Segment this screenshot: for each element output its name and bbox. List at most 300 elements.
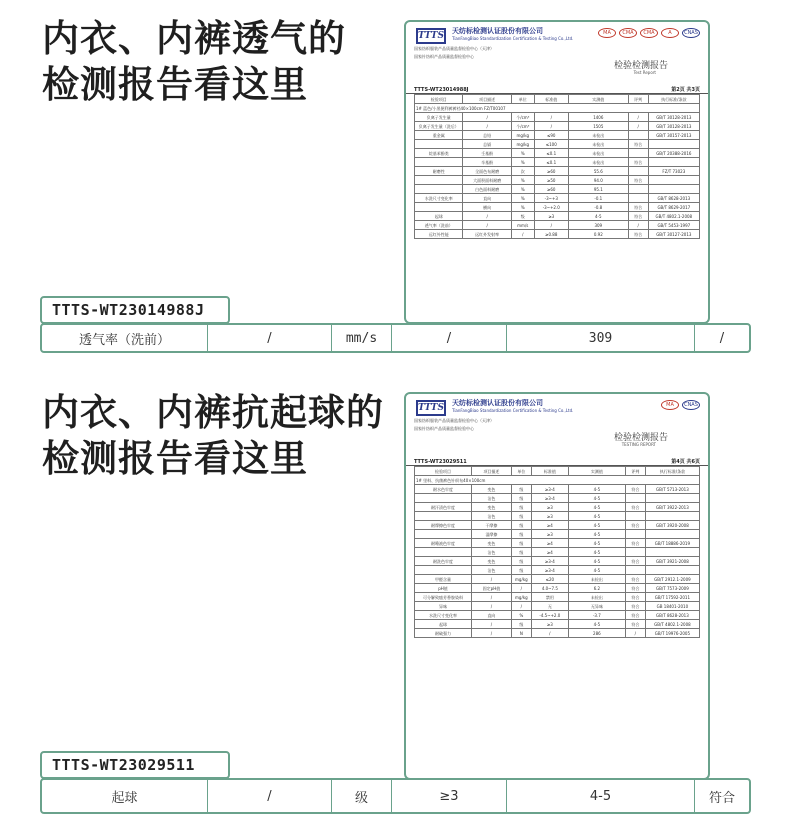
table-cell: 耐破强力 bbox=[415, 629, 472, 638]
table-cell: / bbox=[511, 230, 534, 239]
table-cell: FZ/T 73023 bbox=[648, 167, 699, 176]
table-cell: / bbox=[534, 113, 568, 122]
sample-row bbox=[415, 476, 700, 485]
table-cell: 1406 bbox=[568, 113, 628, 122]
report-meta bbox=[406, 86, 708, 94]
table-cell: ≥4 bbox=[531, 521, 568, 530]
table-cell: 实测值 bbox=[568, 95, 628, 104]
heading-line-2: 检测报告看这里 bbox=[42, 63, 308, 106]
table-cell: ≤20 bbox=[531, 575, 568, 584]
table-cell: -0.8 bbox=[568, 203, 628, 212]
table-cell: 耐洗色牢度 bbox=[415, 557, 472, 566]
table-cell: ≥60 bbox=[534, 185, 568, 194]
table-cell: GB/T 3922-2013 bbox=[645, 503, 699, 512]
heading-line-1: 内衣、内裤透气的 bbox=[42, 17, 346, 60]
table-cell bbox=[415, 185, 463, 194]
table-cell: 符合 bbox=[625, 593, 645, 602]
table-cell: GB/T 7573-2009 bbox=[645, 584, 699, 593]
table-cell: 白色面料耐磨 bbox=[463, 185, 511, 194]
table-cell: 级 bbox=[511, 620, 531, 629]
table-cell: 耐唾液色牢度 bbox=[415, 539, 472, 548]
table-cell bbox=[415, 176, 463, 185]
table-cell: 4-5 bbox=[568, 494, 625, 503]
highlighted-result-row bbox=[40, 323, 751, 353]
table-cell: 6.2 bbox=[568, 584, 625, 593]
table-cell: / bbox=[463, 113, 511, 122]
table-cell: % bbox=[511, 158, 534, 167]
table-cell: GB/T 4802.1-2008 bbox=[645, 620, 699, 629]
table-cell: GB/T 30128-2013 bbox=[648, 113, 699, 122]
table-row bbox=[415, 194, 700, 203]
table-cell: 沾色 bbox=[472, 548, 512, 557]
table-cell: 符合 bbox=[628, 158, 648, 167]
table-row bbox=[415, 140, 700, 149]
table-cell bbox=[628, 131, 648, 140]
cnas-mark-icon: CNAS bbox=[682, 400, 700, 410]
table-cell: 沾色 bbox=[472, 494, 512, 503]
table-row bbox=[415, 557, 700, 566]
table-cell: 水洗尺寸变化率 bbox=[415, 194, 463, 203]
report-company-en: TianFangBiao Standardization Certification & Testing Co.,Ltd. bbox=[452, 408, 574, 413]
table-cell: ≥3-4 bbox=[531, 557, 568, 566]
table-cell: 级 bbox=[511, 557, 531, 566]
table-cell: ≤100 bbox=[534, 140, 568, 149]
table-cell: % bbox=[511, 194, 534, 203]
certification-marks bbox=[661, 400, 700, 410]
table-row bbox=[415, 611, 700, 620]
table-header-row bbox=[415, 95, 700, 104]
table-cell: 检验项目 bbox=[415, 95, 463, 104]
table-cell: / bbox=[472, 620, 512, 629]
report-number-tag: TTTS-WT23029511 bbox=[40, 751, 230, 779]
table-cell: 烷基苯酚类 bbox=[415, 149, 463, 158]
table-cell: 符合 bbox=[625, 557, 645, 566]
report-header bbox=[406, 22, 708, 86]
table-cell: 4-5 bbox=[568, 566, 625, 575]
table-cell: 耐水色牢度 bbox=[415, 485, 472, 494]
table-cell bbox=[648, 176, 699, 185]
table-cell: 实测值 bbox=[568, 467, 625, 476]
result-standard: ≥3 bbox=[392, 780, 507, 812]
report-page: 第2页 共3页 bbox=[671, 87, 700, 93]
a-mark-icon: A bbox=[661, 28, 679, 38]
table-cell: GB/T 8629-2017 bbox=[648, 203, 699, 212]
table-cell: 个/cm³ bbox=[511, 113, 534, 122]
table-cell: GB/T 17592-2011 bbox=[645, 593, 699, 602]
report-center-2: 国家针纺织产品质量监督检验中心 bbox=[414, 426, 474, 431]
table-row bbox=[415, 539, 700, 548]
table-cell bbox=[648, 158, 699, 167]
table-cell: / bbox=[628, 113, 648, 122]
table-row bbox=[415, 230, 700, 239]
table-cell: GB/T 19976-2005 bbox=[645, 629, 699, 638]
table-cell: 大面积面料耐磨 bbox=[463, 176, 511, 185]
table-row bbox=[415, 521, 700, 530]
table-cell bbox=[628, 149, 648, 158]
table-cell: 4-5 bbox=[568, 521, 625, 530]
report-center-2: 国家针纺织产品质量监督检验中心 bbox=[414, 54, 474, 59]
result-value: 309 bbox=[507, 325, 695, 351]
table-cell: -4.5~+2.0 bbox=[531, 611, 568, 620]
table-cell bbox=[645, 512, 699, 521]
cma-mark-icon: CMA bbox=[640, 28, 658, 38]
table-row bbox=[415, 131, 700, 140]
table-cell: 远红外性能 bbox=[415, 230, 463, 239]
section-heading bbox=[42, 16, 346, 108]
table-cell: 55.6 bbox=[568, 167, 628, 176]
table-cell: 未检出 bbox=[568, 140, 628, 149]
report-number: TTTS-WT23014988J bbox=[414, 87, 469, 93]
table-cell: 4.0~7.5 bbox=[531, 584, 568, 593]
heading-line-1: 内衣、内裤抗起球的 bbox=[42, 391, 384, 434]
table-cell: 95.1 bbox=[568, 185, 628, 194]
table-cell: 辛基酚 bbox=[463, 158, 511, 167]
table-cell: 符合 bbox=[625, 602, 645, 611]
table-cell: 干摩擦 bbox=[472, 521, 512, 530]
table-cell: 远红外发射率 bbox=[463, 230, 511, 239]
table-cell: 符合 bbox=[628, 212, 648, 221]
table-cell: 级 bbox=[511, 539, 531, 548]
table-cell: ≥60 bbox=[534, 167, 568, 176]
ttts-logo-icon: TTTS bbox=[416, 28, 446, 44]
report-page: 第4页 共6页 bbox=[671, 459, 700, 465]
table-cell: ≥3 bbox=[531, 620, 568, 629]
table-cell: ≥3 bbox=[531, 530, 568, 539]
table-cell: GB/T 8628-2013 bbox=[645, 611, 699, 620]
result-judgement: / bbox=[719, 330, 725, 346]
report-company-en: TianFangBiao Standardization Certification & Testing Co.,Ltd. bbox=[452, 36, 574, 41]
table-cell bbox=[628, 194, 648, 203]
table-row bbox=[415, 149, 700, 158]
table-cell: / bbox=[472, 629, 512, 638]
table-cell bbox=[645, 548, 699, 557]
table-cell: 未检出 bbox=[568, 593, 625, 602]
table-cell: 起球 bbox=[415, 620, 472, 629]
report-table-body bbox=[415, 467, 700, 638]
table-cell: 总镉 bbox=[463, 140, 511, 149]
table-cell: 透气率（洗前） bbox=[415, 221, 463, 230]
table-cell: 符合 bbox=[625, 611, 645, 620]
table-cell: 直向 bbox=[472, 611, 512, 620]
table-cell: 甲醛含量 bbox=[415, 575, 472, 584]
table-cell: 未检出 bbox=[568, 575, 625, 584]
table-cell: 未检出 bbox=[568, 149, 628, 158]
table-cell: GB/T 18886-2019 bbox=[645, 539, 699, 548]
table-cell: 耐汗渍色牢度 bbox=[415, 503, 472, 512]
table-cell: 评判 bbox=[628, 95, 648, 104]
report-table bbox=[414, 466, 700, 638]
result-desc: / bbox=[208, 325, 332, 351]
table-cell bbox=[648, 140, 699, 149]
result-unit: mm/s bbox=[332, 325, 392, 351]
table-cell: 禁用 bbox=[531, 593, 568, 602]
table-cell: ≤0.1 bbox=[534, 158, 568, 167]
table-cell: / bbox=[511, 602, 531, 611]
table-cell bbox=[415, 494, 472, 503]
table-cell: ≥0.88 bbox=[534, 230, 568, 239]
table-cell bbox=[625, 512, 645, 521]
table-cell bbox=[415, 140, 463, 149]
table-cell: 全面色布耐磨 bbox=[463, 167, 511, 176]
table-cell: / bbox=[472, 602, 512, 611]
table-row bbox=[415, 530, 700, 539]
table-cell: 无异味 bbox=[568, 602, 625, 611]
table-cell: 沾色 bbox=[472, 512, 512, 521]
table-row bbox=[415, 503, 700, 512]
table-cell: 4-5 bbox=[568, 620, 625, 629]
table-cell: 执行标准/条款 bbox=[648, 95, 699, 104]
cnas-mark-icon: CNAS bbox=[682, 28, 700, 38]
report-center-1: 国家纺织服装产品质量监督检验中心（天津） bbox=[414, 418, 494, 423]
report-title-en: TESTING REPORT bbox=[621, 442, 656, 447]
table-cell: / bbox=[463, 122, 511, 131]
table-cell: 309 bbox=[568, 221, 628, 230]
table-cell: 符合 bbox=[625, 539, 645, 548]
table-cell: ≥3-4 bbox=[531, 494, 568, 503]
table-cell: 级 bbox=[511, 212, 534, 221]
table-row bbox=[415, 566, 700, 575]
table-cell: ≤90 bbox=[534, 131, 568, 140]
sample-cell: 1# 蓝色/小黑便利裤裤裆40×100cm FZ/T00107 bbox=[415, 104, 700, 113]
table-cell: % bbox=[511, 185, 534, 194]
report-number-tag: TTTS-WT23014988J bbox=[40, 296, 230, 324]
table-cell: 级 bbox=[511, 512, 531, 521]
report-table bbox=[414, 94, 700, 239]
table-cell bbox=[628, 167, 648, 176]
table-row bbox=[415, 494, 700, 503]
table-cell bbox=[648, 185, 699, 194]
table-cell: 项目描述 bbox=[472, 467, 512, 476]
table-cell: % bbox=[511, 149, 534, 158]
table-cell: -3~+2.0 bbox=[534, 203, 568, 212]
table-cell: 符合 bbox=[625, 485, 645, 494]
table-row bbox=[415, 167, 700, 176]
table-cell: 符合 bbox=[625, 521, 645, 530]
table-cell: 4-5 bbox=[568, 539, 625, 548]
table-cell: / bbox=[463, 221, 511, 230]
table-cell: 4-5 bbox=[568, 485, 625, 494]
table-cell: 执行标准/条款 bbox=[645, 467, 699, 476]
table-cell: 耐摩擦色牢度 bbox=[415, 521, 472, 530]
table-row bbox=[415, 602, 700, 611]
table-cell: / bbox=[531, 629, 568, 638]
table-cell: ≥50 bbox=[534, 176, 568, 185]
ma-mark-icon: MA bbox=[661, 400, 679, 410]
table-cell: / bbox=[534, 221, 568, 230]
certification-marks bbox=[598, 28, 700, 38]
table-cell: ≥3-4 bbox=[531, 566, 568, 575]
table-cell bbox=[645, 566, 699, 575]
table-cell: ≥3 bbox=[534, 212, 568, 221]
report-title: 检验检测报告 bbox=[613, 433, 668, 443]
table-row bbox=[415, 158, 700, 167]
table-cell bbox=[415, 566, 472, 575]
result-judgement: 符合 bbox=[708, 790, 735, 806]
table-cell: GB/T 3921-2008 bbox=[645, 557, 699, 566]
table-cell: 级 bbox=[511, 494, 531, 503]
table-cell: / bbox=[628, 122, 648, 131]
table-cell: 可分解致癌芳香胺染料 bbox=[415, 593, 472, 602]
table-cell: 次 bbox=[511, 167, 534, 176]
table-cell: 4-5 bbox=[568, 557, 625, 566]
table-cell: 286 bbox=[568, 629, 625, 638]
table-cell: 变色 bbox=[472, 485, 512, 494]
table-cell: / bbox=[463, 212, 511, 221]
table-cell: 重金属 bbox=[415, 131, 463, 140]
table-row bbox=[415, 629, 700, 638]
table-cell: GB/T 30128-2013 bbox=[648, 122, 699, 131]
table-cell: GB/T 8628-2013 bbox=[648, 194, 699, 203]
table-cell: 未检出 bbox=[568, 131, 628, 140]
cma-mark-icon: CMA bbox=[619, 28, 637, 38]
result-value: 4-5 bbox=[507, 780, 695, 812]
table-cell bbox=[625, 548, 645, 557]
table-cell: GB/T 20388-2016 bbox=[648, 149, 699, 158]
ma-mark-icon: MA bbox=[598, 28, 616, 38]
table-cell: 壬基酚 bbox=[463, 149, 511, 158]
table-cell: 4-5 bbox=[568, 548, 625, 557]
table-cell: mg/kg bbox=[511, 575, 531, 584]
table-row bbox=[415, 185, 700, 194]
table-cell bbox=[415, 548, 472, 557]
table-cell: mg/kg bbox=[511, 140, 534, 149]
table-cell bbox=[415, 203, 463, 212]
section-heading bbox=[42, 390, 384, 482]
table-cell: 标准值 bbox=[534, 95, 568, 104]
table-cell: 检验项目 bbox=[415, 467, 472, 476]
table-cell: 沾色 bbox=[472, 566, 512, 575]
table-cell: 级 bbox=[511, 548, 531, 557]
table-cell: / bbox=[534, 122, 568, 131]
table-row bbox=[415, 548, 700, 557]
table-cell: ≥3 bbox=[531, 503, 568, 512]
table-cell: 固定pH值 bbox=[472, 584, 512, 593]
table-cell: 项目描述 bbox=[463, 95, 511, 104]
table-cell: / bbox=[472, 593, 512, 602]
table-cell: mg/kg bbox=[511, 131, 534, 140]
heading-line-2: 检测报告看这里 bbox=[42, 437, 308, 480]
table-cell: N bbox=[511, 629, 531, 638]
table-cell: -0.1 bbox=[568, 194, 628, 203]
table-cell: % bbox=[511, 176, 534, 185]
table-cell: 0.92 bbox=[568, 230, 628, 239]
table-cell: 4-5 bbox=[568, 503, 625, 512]
table-cell: 符合 bbox=[625, 575, 645, 584]
table-cell: 级 bbox=[511, 530, 531, 539]
table-row bbox=[415, 212, 700, 221]
table-cell: 水洗尺寸变化率 bbox=[415, 611, 472, 620]
report-company: 天纺标检测认证股份有限公司 bbox=[452, 27, 543, 35]
table-cell: 未检出 bbox=[568, 158, 628, 167]
table-cell: mg/kg bbox=[511, 593, 531, 602]
table-cell: -3.7 bbox=[568, 611, 625, 620]
table-cell: / bbox=[625, 629, 645, 638]
table-row bbox=[415, 593, 700, 602]
table-cell: 94.0 bbox=[568, 176, 628, 185]
table-cell: 4-5 bbox=[568, 512, 625, 521]
table-cell: 变色 bbox=[472, 539, 512, 548]
table-cell: ≥3-4 bbox=[531, 485, 568, 494]
table-row bbox=[415, 575, 700, 584]
table-cell: ≥3 bbox=[531, 512, 568, 521]
table-row bbox=[415, 512, 700, 521]
table-cell: GB/T 30127-2013 bbox=[648, 230, 699, 239]
result-desc: / bbox=[208, 780, 332, 812]
test-report-image bbox=[404, 20, 710, 324]
table-cell: 负离子发生量（洗后） bbox=[415, 122, 463, 131]
table-row bbox=[415, 485, 700, 494]
table-cell: 耐磨性 bbox=[415, 167, 463, 176]
table-cell bbox=[415, 512, 472, 521]
ttts-logo-icon: TTTS bbox=[416, 400, 446, 416]
table-cell: 符合 bbox=[628, 230, 648, 239]
table-cell: 单位 bbox=[511, 467, 531, 476]
table-cell bbox=[628, 185, 648, 194]
table-row bbox=[415, 176, 700, 185]
report-company: 天纺标检测认证股份有限公司 bbox=[452, 399, 543, 407]
table-cell: 总铅 bbox=[463, 131, 511, 140]
table-cell: GB/T 4802.1-2008 bbox=[648, 212, 699, 221]
table-cell bbox=[415, 158, 463, 167]
table-cell: 异味 bbox=[415, 602, 472, 611]
table-cell: 湿摩擦 bbox=[472, 530, 512, 539]
table-cell bbox=[625, 566, 645, 575]
table-cell: 符合 bbox=[625, 584, 645, 593]
table-cell: 个/cm³ bbox=[511, 122, 534, 131]
table-cell: ≥4 bbox=[531, 539, 568, 548]
table-cell: 起球 bbox=[415, 212, 463, 221]
table-cell: -3~+3 bbox=[534, 194, 568, 203]
table-cell: 级 bbox=[511, 566, 531, 575]
table-cell: 符合 bbox=[628, 140, 648, 149]
table-row bbox=[415, 203, 700, 212]
table-row bbox=[415, 113, 700, 122]
table-row bbox=[415, 221, 700, 230]
table-cell: 级 bbox=[511, 521, 531, 530]
result-item: 起球 bbox=[42, 780, 208, 812]
table-cell: 直向 bbox=[463, 194, 511, 203]
table-cell: 符合 bbox=[625, 620, 645, 629]
table-cell: / bbox=[472, 575, 512, 584]
table-cell: GB/T 3920-2008 bbox=[645, 521, 699, 530]
report-header bbox=[406, 394, 708, 458]
table-cell: 4-5 bbox=[568, 212, 628, 221]
table-cell: 级 bbox=[511, 485, 531, 494]
highlighted-result-row bbox=[40, 778, 751, 814]
table-cell: / bbox=[628, 221, 648, 230]
table-cell: pH值 bbox=[415, 584, 472, 593]
result-unit: 级 bbox=[332, 780, 392, 812]
table-header-row bbox=[415, 467, 700, 476]
table-cell: GB/T 2912.1-2009 bbox=[645, 575, 699, 584]
table-cell: 横向 bbox=[463, 203, 511, 212]
table-cell: 单位 bbox=[511, 95, 534, 104]
report-title: 检验检测报告 bbox=[613, 61, 668, 71]
result-item: 透气率（洗前） bbox=[42, 325, 208, 351]
table-cell: 变色 bbox=[472, 503, 512, 512]
report-center-1: 国家纺织服装产品质量监督检验中心（天津） bbox=[414, 46, 494, 51]
table-cell: 标准值 bbox=[531, 467, 568, 476]
table-cell: 评判 bbox=[625, 467, 645, 476]
result-standard: / bbox=[392, 325, 507, 351]
table-cell: 负离子发生量 bbox=[415, 113, 463, 122]
table-cell: 4-5 bbox=[568, 530, 625, 539]
report-meta bbox=[406, 458, 708, 466]
table-cell: GB/T 5713-2013 bbox=[645, 485, 699, 494]
table-cell: mm/s bbox=[511, 221, 534, 230]
table-cell bbox=[415, 530, 472, 539]
table-cell: 符合 bbox=[628, 176, 648, 185]
